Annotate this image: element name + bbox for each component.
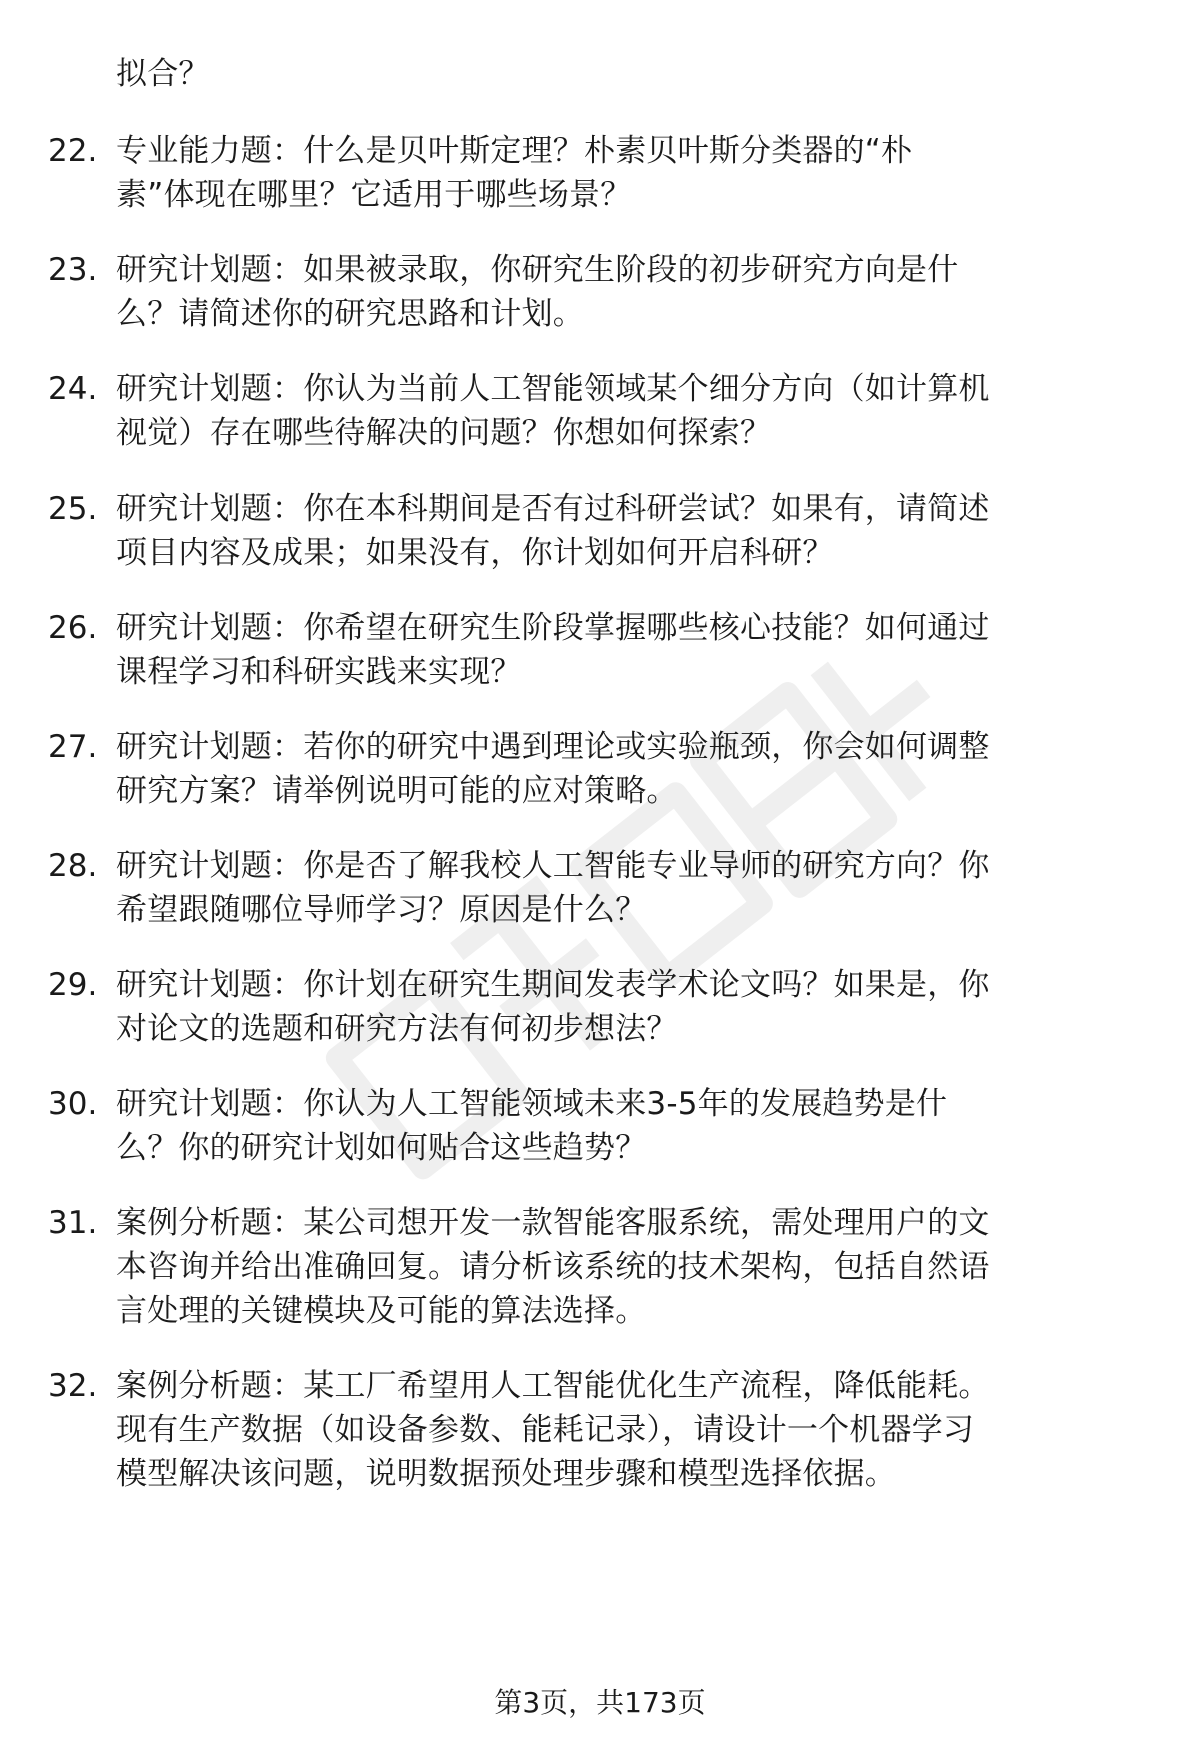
question-text-line: 研究方案？请举例说明可能的应对策略。 bbox=[116, 773, 678, 809]
question-text-line: 研究计划题：你认为当前人工智能领域某个细分方向（如计算机 bbox=[116, 371, 990, 407]
question-text-line: 对论文的选题和研究方法有何初步想法？ bbox=[116, 1011, 678, 1047]
question-number: 23. bbox=[48, 252, 98, 288]
question-number: 24. bbox=[48, 371, 98, 407]
question-number: 27. bbox=[48, 729, 98, 765]
question-text-line: 研究计划题：你是否了解我校人工智能专业导师的研究方向？你 bbox=[116, 848, 990, 884]
question-text-line: 希望跟随哪位导师学习？原因是什么？ bbox=[116, 892, 647, 928]
question-text-line: 研究计划题：你认为人工智能领域未来3-5年的发展趋势是什 bbox=[116, 1086, 948, 1122]
question-text-line: 本咨询并给出准确回复。请分析该系统的技术架构，包括自然语 bbox=[116, 1249, 990, 1285]
question-text-line: 视觉）存在哪些待解决的问题？你想如何探索？ bbox=[116, 415, 772, 451]
question-text-line: 项目内容及成果；如果没有，你计划如何开启科研？ bbox=[116, 535, 834, 571]
question-number: 25. bbox=[48, 491, 98, 527]
question-text-line: 研究计划题：你在本科期间是否有过科研尝试？如果有，请简述 bbox=[116, 491, 990, 527]
question-number: 30. bbox=[48, 1086, 98, 1122]
question-text-line: 么？你的研究计划如何贴合这些趋势？ bbox=[116, 1130, 647, 1166]
question-number: 26. bbox=[48, 610, 98, 646]
question-text-line: 研究计划题：若你的研究中遇到理论或实验瓶颈，你会如何调整 bbox=[116, 729, 990, 765]
question-number: 28. bbox=[48, 848, 98, 884]
question-text-line: 现有生产数据（如设备参数、能耗记录），请设计一个机器学习 bbox=[116, 1412, 975, 1448]
continuation-text: 拟合？ bbox=[116, 56, 210, 92]
page-footer: 第3页，共173页 bbox=[494, 1686, 706, 1719]
question-text-line: 专业能力题：什么是贝叶斯定理？朴素贝叶斯分类器的“朴 bbox=[116, 133, 913, 169]
question-text-line: 素”体现在哪里？它适用于哪些场景？ bbox=[116, 177, 632, 213]
question-number: 29. bbox=[48, 967, 98, 1003]
question-text-line: 课程学习和科研实践来实现？ bbox=[116, 654, 522, 690]
question-number: 32. bbox=[48, 1368, 98, 1404]
question-text-line: 么？请简述你的研究思路和计划。 bbox=[116, 296, 584, 332]
question-text-line: 模型解决该问题，说明数据预处理步骤和模型选择依据。 bbox=[116, 1456, 896, 1492]
question-number: 31. bbox=[48, 1205, 98, 1241]
question-text-line: 案例分析题：某工厂希望用人工智能优化生产流程，降低能耗。 bbox=[116, 1368, 990, 1404]
question-text-line: 言处理的关键模块及可能的算法选择。 bbox=[116, 1293, 647, 1329]
question-text-line: 研究计划题：你希望在研究生阶段掌握哪些核心技能？如何通过 bbox=[116, 610, 990, 646]
question-number: 22. bbox=[48, 133, 98, 169]
question-text-line: 研究计划题：如果被录取，你研究生阶段的初步研究方向是什 bbox=[116, 252, 959, 288]
question-text-line: 研究计划题：你计划在研究生期间发表学术论文吗？如果是，你 bbox=[116, 967, 990, 1003]
question-text-line: 案例分析题：某公司想开发一款智能客服系统，需处理用户的文 bbox=[116, 1205, 990, 1241]
